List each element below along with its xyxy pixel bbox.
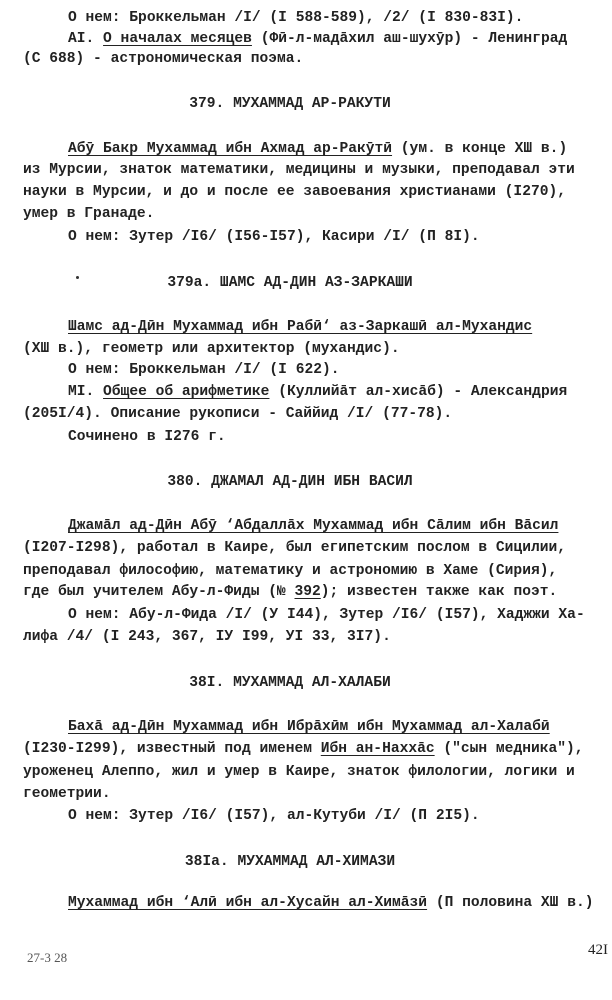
entry-text: (I230-I299), известный под именем bbox=[23, 741, 321, 757]
entry-name-line bbox=[68, 318, 532, 336]
entry-work bbox=[68, 383, 567, 401]
entry-text-line: преподавал философию, математику и астрономию в Хаме (Сирия), bbox=[23, 563, 558, 579]
page-number: 42I bbox=[588, 942, 608, 958]
entry-text-line: умер в Гранаде. bbox=[23, 206, 155, 222]
entry-text: ("сын медника"), bbox=[434, 741, 584, 757]
prev-entry-work-cont: (С 688) - астрономическая поэма. bbox=[23, 51, 304, 67]
entry-work-cont: (205I/4). Описание рукописи - Саййид /I/ (77-78). bbox=[23, 406, 453, 422]
entry-refs-cont: лифа /4/ (I 243, 367, IУ I99, УI 33, 3I7). bbox=[23, 629, 391, 645]
entry-text-line: (ХШ в.), геометр или архитектор (мухандис). bbox=[23, 341, 400, 357]
entry-text-line: науки в Мурсии, и до и после ее завоевания христианами (I270), bbox=[23, 184, 566, 200]
entry-heading: 379. МУХАММАД АР-РАКУТИ bbox=[189, 96, 391, 112]
work-number: MI. bbox=[68, 384, 95, 400]
work-number: AI. bbox=[68, 31, 95, 47]
entry-refs: О нем: Зутер /I6/ (I56-I57), Касири /I/ (П 8I). bbox=[68, 229, 480, 245]
entry-text-line: из Мурсии, знаток математики, медицины и музыки, преподавал эти bbox=[23, 162, 575, 178]
entry-name-line bbox=[68, 894, 593, 912]
scholar-name: Бахā ад-Дӣн Мухаммад ибн Ибрāхӣм ибн Мухаммад ал-Халабӣ bbox=[68, 719, 550, 735]
entry-text-line: (I207-I298), работал в Каире, был египетским послом в Сицилии, bbox=[23, 540, 566, 556]
work-details: (Фӣ-л-мадāхил аш-шухӯр) - Ленинград bbox=[251, 31, 568, 47]
entry-refs: О нем: Абу-л-Фида /I/ (У I44), Зутер /I6/ (I57), Хаджжи Ха- bbox=[68, 607, 585, 623]
entry-text-line: геометрии. bbox=[23, 786, 111, 802]
entry-text-line bbox=[23, 740, 584, 758]
scholar-name: Мухаммад ибн ‘Алӣ ибн ал-Хусайн ал-Химāзӣ bbox=[68, 895, 428, 911]
entry-text-line: уроженец Алеппо, жил и умер в Каире, знаток филологии, логики и bbox=[23, 764, 575, 780]
entry-heading: 38I. МУХАММАД АЛ-ХАЛАБИ bbox=[189, 675, 391, 691]
scholar-name: Шамс ад-Дӣн Мухаммад ибн Рабӣ‘ аз-Заркашӣ ал-Мухандис bbox=[68, 319, 533, 335]
entry-heading: 379а. ШАМС АД-ДИН АЗ-ЗАРКАШИ bbox=[167, 275, 413, 291]
entry-heading: 380. ДЖАМАЛ АД-ДИН ИБН ВАСИЛ bbox=[167, 474, 413, 490]
entry-text: ); известен также как поэт. bbox=[320, 584, 558, 600]
entry-text: где был учителем Абу-л-Фиды (№ bbox=[23, 584, 295, 600]
prev-entry-work bbox=[68, 30, 567, 48]
entry-text-line bbox=[23, 583, 557, 601]
work-title: О началах месяцев bbox=[103, 31, 252, 47]
entry-name-line bbox=[68, 517, 558, 535]
print-code: 27-3 28 bbox=[27, 950, 68, 965]
prev-entry-refs: О нем: Броккельман /I/ (I 588-589), /2/ (I 830-83I). bbox=[68, 10, 524, 26]
alias-name: Ибн ан-Наххāс bbox=[320, 741, 435, 757]
entry-refs: О нем: Зутер /I6/ (I57), ал-Кутуби /I/ (П 2I5). bbox=[68, 808, 480, 824]
scholar-name: Абӯ Бакр Мухаммад ибн Ахмад ар-Ракӯтӣ bbox=[68, 141, 393, 157]
entry-name-line bbox=[68, 140, 567, 158]
entry-name-line bbox=[68, 718, 550, 736]
entry-text: (ум. в конце ХШ в.) bbox=[392, 141, 568, 157]
entry-note: Сочинено в I276 г. bbox=[68, 429, 226, 445]
work-title: Общее об арифметике bbox=[103, 384, 270, 400]
entry-text: (П половина ХШ в.) bbox=[427, 895, 594, 911]
work-details: (Куллийāт ал-хисāб) - Александрия bbox=[269, 384, 568, 400]
cross-reference-link[interactable]: 392 bbox=[294, 584, 321, 600]
scholar-name: Джамāл ад-Дӣн Абӯ ‘Абдаллāх Мухаммад ибн Сāлим ибн Вāсил bbox=[68, 518, 559, 534]
entry-heading: 38Iа. МУХАММАД АЛ-ХИМАЗИ bbox=[184, 854, 396, 870]
entry-refs: О нем: Броккельман /I/ (I 622). bbox=[68, 362, 340, 378]
